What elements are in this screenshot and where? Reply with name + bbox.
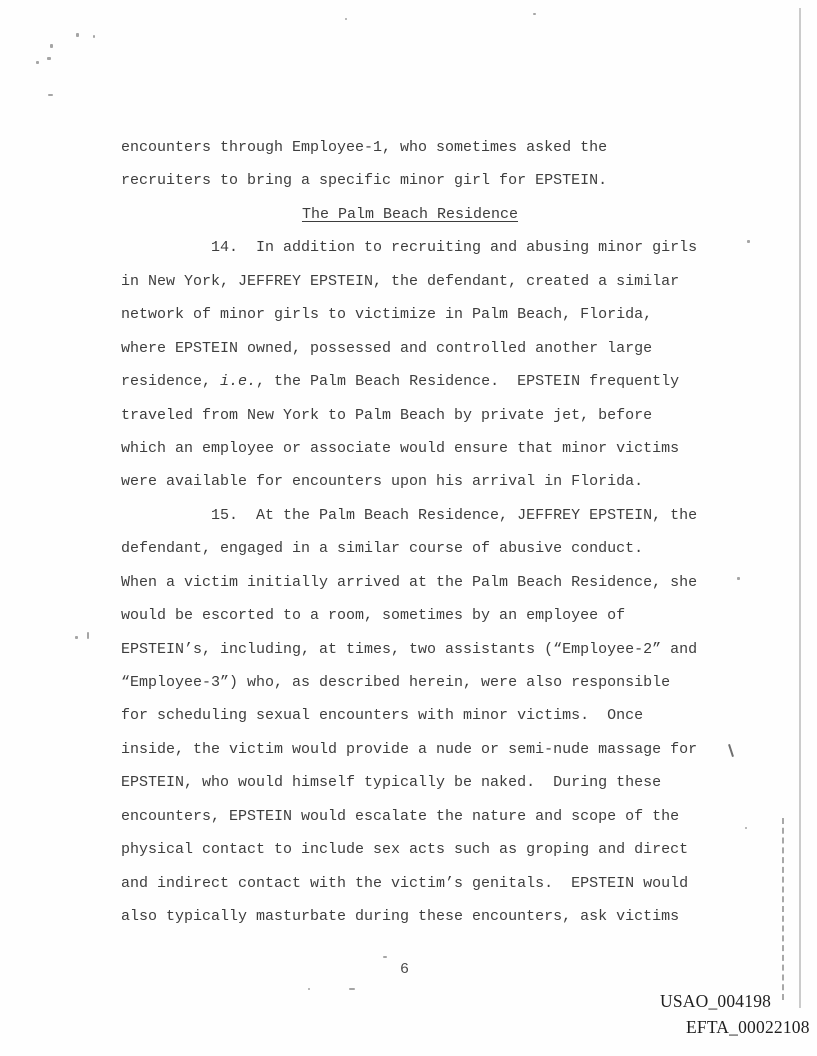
scan-edge-line: [799, 8, 801, 1008]
text-line: and indirect contact with the victim’s genitals. EPSTEIN would: [121, 874, 689, 892]
text-line: [121, 365, 699, 398]
text-line: When a victim initially arrived at the Palm Beach Residence, she: [121, 573, 698, 591]
scan-dash-mark: [349, 988, 355, 990]
text-line: encounters, EPSTEIN would escalate the nature and scope of the: [121, 807, 680, 825]
scan-speck: [345, 18, 347, 20]
section-heading: [121, 198, 699, 231]
scan-speck: [737, 577, 740, 580]
text-line: were available for encounters upon his arrival in Florida.: [121, 473, 644, 491]
text-line: encounters through Employee-1, who sometimes asked the: [121, 139, 608, 156]
text-line: would be escorted to a room, sometimes by an employee of: [121, 607, 626, 625]
text-line: in New York, JEFFREY EPSTEIN, the defendant, created a similar: [121, 272, 680, 290]
italic-run: i.e.: [220, 373, 257, 391]
scan-speck: [383, 956, 387, 958]
text-line: where EPSTEIN owned, possessed and controlled another large: [121, 339, 653, 357]
document-text-block: [121, 131, 699, 934]
text-line: EPSTEIN, who would himself typically be naked. During these: [121, 774, 662, 792]
scan-speck: [533, 13, 536, 15]
scan-speck: [93, 35, 95, 38]
scan-dashed-line: [782, 818, 784, 1000]
text-line: also typically masturbate during these encounters, ask victims: [121, 908, 680, 926]
scan-speck: [48, 94, 53, 96]
text-line: 14. In addition to recruiting and abusing minor girls: [121, 239, 698, 257]
text-line: inside, the victim would provide a nude or semi-nude massage for: [121, 740, 698, 758]
scan-backslash-mark: [728, 744, 734, 757]
page-number: 6: [400, 961, 410, 978]
text-line: recruiters to bring a specific minor girl for EPSTEIN.: [121, 172, 608, 190]
section-heading-text: The Palm Beach Residence: [301, 205, 519, 223]
scan-speck: [87, 632, 89, 639]
scan-speck: [75, 636, 78, 639]
bates-stamp-efta: EFTA_00022108: [686, 1017, 810, 1037]
text-run: , the Palm Beach Residence. EPSTEIN frequently: [256, 373, 680, 391]
text-line: physical contact to include sex acts such as groping and direct: [121, 841, 689, 859]
scan-speck: [50, 44, 53, 48]
text-line: EPSTEIN’s, including, at times, two assistants (“Employee-2” and: [121, 640, 698, 658]
scan-speck: [745, 827, 747, 829]
text-line: which an employee or associate would ensure that minor victims: [121, 439, 680, 457]
scan-speck: [308, 988, 310, 990]
scan-speck: [47, 57, 51, 60]
text-run: residence,: [121, 373, 221, 391]
text-line: defendant, engaged in a similar course of abusive conduct.: [121, 540, 644, 558]
bates-stamp-usao: USAO_004198: [660, 991, 772, 1011]
text-line: for scheduling sexual encounters with minor victims. Once: [121, 707, 644, 725]
text-line: 15. At the Palm Beach Residence, JEFFREY EPSTEIN, the: [121, 506, 698, 524]
text-line: network of minor girls to victimize in Palm Beach, Florida,: [121, 306, 653, 324]
scan-speck: [747, 240, 750, 243]
text-line: “Employee-3”) who, as described herein, were also responsible: [121, 674, 671, 691]
scan-speck: [36, 61, 39, 64]
scan-speck: [76, 33, 79, 37]
text-line: traveled from New York to Palm Beach by private jet, before: [121, 406, 653, 424]
